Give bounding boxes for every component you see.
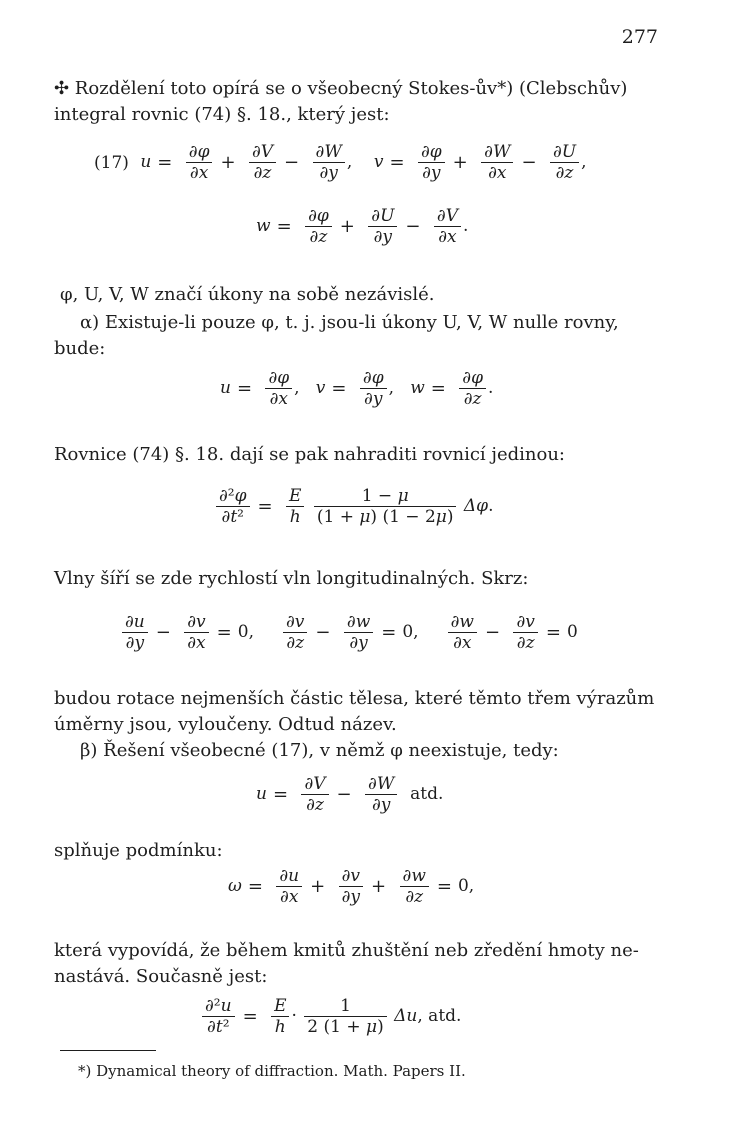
paragraph-line: Rovnice (74) §. 18. dají se pak nahraditi rovnicí jedinou: <box>54 444 565 465</box>
equation-label: (17) <box>94 152 129 173</box>
paragraph-line: úměrny jsou, vyloučeny. Odtud název. <box>54 714 397 735</box>
paragraph-line: která vypovídá, že během kmitů zhuštění neb zředění hmoty ne- <box>54 940 639 961</box>
equation-wave-longitudinal: $\frac{\text{∂²φ}}{\text{∂t²}}$ = $\frac{E}{h}$ $\frac{1 - \mu}{(1 + \mu) (1 - 2\mu)}$ Δφ. <box>214 486 493 527</box>
footnote-rule <box>60 1050 156 1051</box>
footnote: *) Dynamical theory of diffraction. Math. Papers II. <box>78 1062 466 1080</box>
equation-divergence: ω = $\frac{\partial u}{\partial x}$ + $\frac{\partial v}{\partial y}$ + $\frac{\partial w}{\partial z}$ = 0, <box>228 866 475 907</box>
equation-gradient: u = $\frac{\partial\varphi}{\partial x}$ , v = $\frac{\partial\varphi}{\partial y}$ , w = $\frac{\partial\varphi}{\partial z}$ . <box>220 368 494 409</box>
equation-beta: u = $\frac{\partial V}{\partial z}$ − $\frac{\partial W}{\partial y}$ atd. <box>256 774 444 815</box>
paragraph-line: φ, U, V, W značí úkony na sobě nezávislé. <box>60 284 435 305</box>
paragraph-line: budou rotace nejmenších částic tělesa, které těmto třem výrazům <box>54 688 655 709</box>
equation-17-w: w = $\frac{\partial\varphi}{\partial z}$ + $\frac{\partial U}{\partial y}$ − $\frac{\partial V}{\partial x}$ . <box>256 206 469 247</box>
paragraph-line: ✣ Rozdělení toto opírá se o všeobecný Stokes-ův*) (Clebschův) <box>54 78 628 99</box>
paragraph-line: nastává. Současně jest: <box>54 966 268 987</box>
paragraph-line: integral rovnic (74) §. 18., který jest: <box>54 104 390 125</box>
equation-wave-transverse: $\frac{\text{∂²u}}{\text{∂t²}}$ = $\frac{E}{h}$ · $\frac{1}{2 (1 + \mu)}$ Δu, atd. <box>200 996 461 1037</box>
page-number: 277 <box>621 26 658 48</box>
paragraph-line: bude: <box>54 338 106 359</box>
equation-17-u-v: (17) u = $\frac{\partial\varphi}{\partial x}$ + $\frac{\partial V}{\partial z}$ − $\frac{\partial W}{\partial y}$ , v = $\frac{\partial\varphi}{\partial y}$ + $\frac{\partial W}{\partial x}$ − $\frac{\partial U}{\partial z}$ , <box>94 142 587 183</box>
paragraph-line: β) Řešení všeobecné (17), v němž φ neexistuje, tedy: <box>80 740 559 761</box>
paragraph-line: splňuje podmínku: <box>54 840 223 861</box>
paragraph-line: Vlny šíří se zde rychlostí vln longitudinalných. Skrz: <box>54 568 529 589</box>
equation-rotations: $\frac{\partial u}{\partial y}$ − $\frac{\partial v}{\partial x}$ = 0, $\frac{\partial v}{\partial z}$ − $\frac{\partial w}{\partial y}$ = 0, $\frac{\partial w}{\partial x}$ − $\frac{\partial v}{\partial z}$ = 0 <box>120 612 578 653</box>
paragraph-line: α) Existuje-li pouze φ, t. j. jsou-li úkony U, V, W nulle rovny, <box>80 312 619 333</box>
